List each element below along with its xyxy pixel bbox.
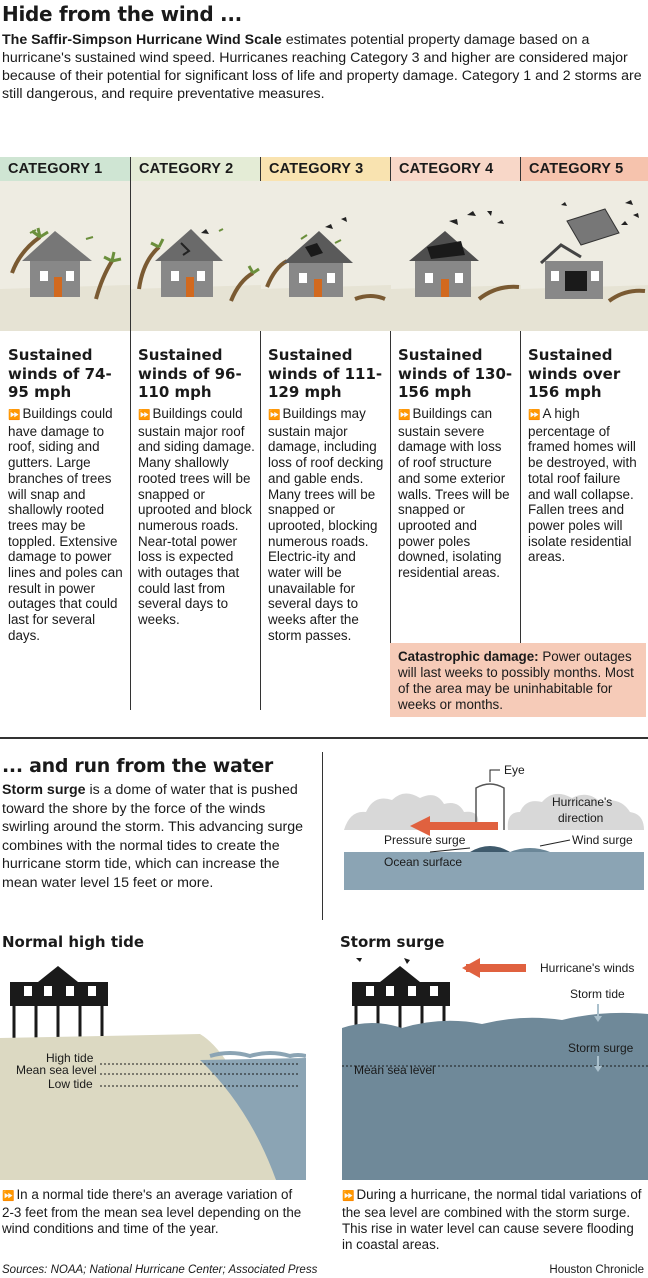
storm-surge-diagram bbox=[340, 760, 646, 890]
category-2-winds: Sustained winds of 96-110 mph bbox=[138, 346, 242, 401]
storm-tide-label: Storm tide bbox=[570, 987, 625, 1001]
fast-forward-icon: ⏩ bbox=[2, 1191, 13, 1202]
fast-forward-icon: ⏩ bbox=[528, 410, 539, 421]
credit: Houston Chronicle bbox=[549, 1264, 644, 1276]
low-tide-label: Low tide bbox=[48, 1077, 93, 1091]
storm-surge-paragraph bbox=[2, 781, 314, 892]
fast-forward-icon: ⏩ bbox=[342, 1191, 353, 1202]
high-tide-label: High tide bbox=[46, 1051, 94, 1065]
intro-body: estimates potential property damage based on a hurricane's sustained wind speed. Hurricanes reaching Category 3 and higher are considered major because of their potential for significant loss of life and property damage. Category 1 and 2 storms are still dangerous, and require preventative measures. bbox=[2, 32, 642, 102]
fast-forward-icon: ⏩ bbox=[8, 410, 19, 421]
sources: Sources: NOAA; National Hurricane Center; Associated Press bbox=[2, 1264, 318, 1276]
category-4-illustration bbox=[391, 181, 521, 331]
category-3-description: ⏩ Buildings may sustain major damage, including loss of roof decking and gable ends. Many trees will be snapped or uprooted, blocking numerous roads. Electric-ity and water will be unavailable for several days to weeks after the storm passes. bbox=[268, 406, 384, 643]
wind-surge-label: Wind surge bbox=[572, 833, 633, 847]
category-2-illustration bbox=[131, 181, 261, 331]
eye-label: Eye bbox=[504, 763, 525, 777]
storm-surge-body: is a dome of water that is pushed toward the shore by the force of the winds swirling around the storm. This advancing surge combines with the normal tides to create the hurricane storm tide, which can increase the mean water level 15 feet or more. bbox=[2, 782, 303, 891]
storm-surge-caption: ⏩ During a hurricane, the normal tidal variations of the sea level are combined with the storm surge. This rise in water level can cause severe flooding in coastal areas. bbox=[342, 1187, 642, 1252]
mean-sea-level-label: Mean sea level bbox=[16, 1063, 97, 1077]
normal-tide-caption: ⏩ In a normal tide there's an average variation of 2-3 feet from the mean sea level depending on the wind conditions and time of the year. bbox=[2, 1187, 302, 1236]
hurricanes-winds-label: Hurricane's winds bbox=[540, 961, 635, 975]
storm-surge-tide-diagram bbox=[342, 958, 648, 1180]
catastrophic-damage-box bbox=[390, 643, 646, 717]
category-5-illustration bbox=[521, 181, 648, 331]
category-4-header: CATEGORY 4 bbox=[391, 157, 521, 181]
storm-surge-label: Storm surge bbox=[568, 1041, 634, 1055]
category-2-description: ⏩ Buildings could sustain major roof and siding damage. Many shallowly rooted trees will be snapped or uprooted and block numerous roads. Near-total power loss is expected with outages that could last from several days to weeks. bbox=[138, 406, 255, 628]
category-3-winds: Sustained winds of 111-129 mph bbox=[268, 346, 383, 401]
mean-sea-level-label: Mean sea level bbox=[354, 1063, 435, 1077]
intro-paragraph bbox=[2, 31, 642, 103]
category-4-winds: Sustained winds of 130-156 mph bbox=[398, 346, 513, 401]
storm-surge-title: Storm surge bbox=[340, 933, 445, 951]
fast-forward-icon: ⏩ bbox=[138, 410, 149, 421]
ocean-surface-label: Ocean surface bbox=[384, 855, 463, 869]
category-3-header: CATEGORY 3 bbox=[261, 157, 391, 181]
page-title: Hide from the wind ... bbox=[2, 2, 242, 26]
section-vertical-divider bbox=[322, 752, 323, 920]
catastrophic-lead: Catastrophic damage: bbox=[398, 649, 539, 664]
category-3-illustration bbox=[261, 181, 391, 331]
category-5-description: ⏩ A high percentage of framed homes will be destroyed, with total roof failure and wall collapse. Fallen trees and power poles will isolate residential areas. bbox=[528, 406, 637, 565]
category-1-description: ⏩ Buildings could have damage to roof, siding and gutters. Large branches of trees will snap and shallowly rooted trees may be toppled. Extensive damage to power lines and poles can result in power outages that could last for several days. bbox=[8, 406, 123, 643]
category-1-winds: Sustained winds of 74-95 mph bbox=[8, 346, 112, 401]
category-4-description: ⏩ Buildings can sustain severe damage with loss of roof structure and some exterior walls. Trees will be snapped or uprooted and power poles downed, isolating residential areas. bbox=[398, 406, 510, 581]
fast-forward-icon: ⏩ bbox=[398, 410, 409, 421]
section-divider bbox=[0, 737, 648, 739]
normal-tide-title: Normal high tide bbox=[2, 933, 145, 951]
catastrophic-body: Power outages will last weeks to possibly months. Most of the area may be uninhabitable for weeks or months. bbox=[398, 649, 634, 712]
category-2-header: CATEGORY 2 bbox=[131, 157, 261, 181]
fast-forward-icon: ⏩ bbox=[268, 410, 279, 421]
direction-label-1: Hurricane's bbox=[552, 795, 613, 809]
category-1-illustration bbox=[0, 181, 130, 331]
category-1-header: CATEGORY 1 bbox=[0, 157, 130, 181]
intro-lead: The Saffir-Simpson Hurricane Wind Scale bbox=[2, 32, 282, 48]
storm-surge-lead: Storm surge bbox=[2, 782, 86, 798]
direction-label-2: direction bbox=[558, 811, 604, 825]
pressure-surge-label: Pressure surge bbox=[384, 833, 466, 847]
water-section-title: ... and run from the water bbox=[2, 755, 273, 777]
category-5-winds: Sustained winds over 156 mph bbox=[528, 346, 621, 401]
normal-tide-diagram bbox=[0, 958, 306, 1180]
category-5-header: CATEGORY 5 bbox=[521, 157, 648, 181]
